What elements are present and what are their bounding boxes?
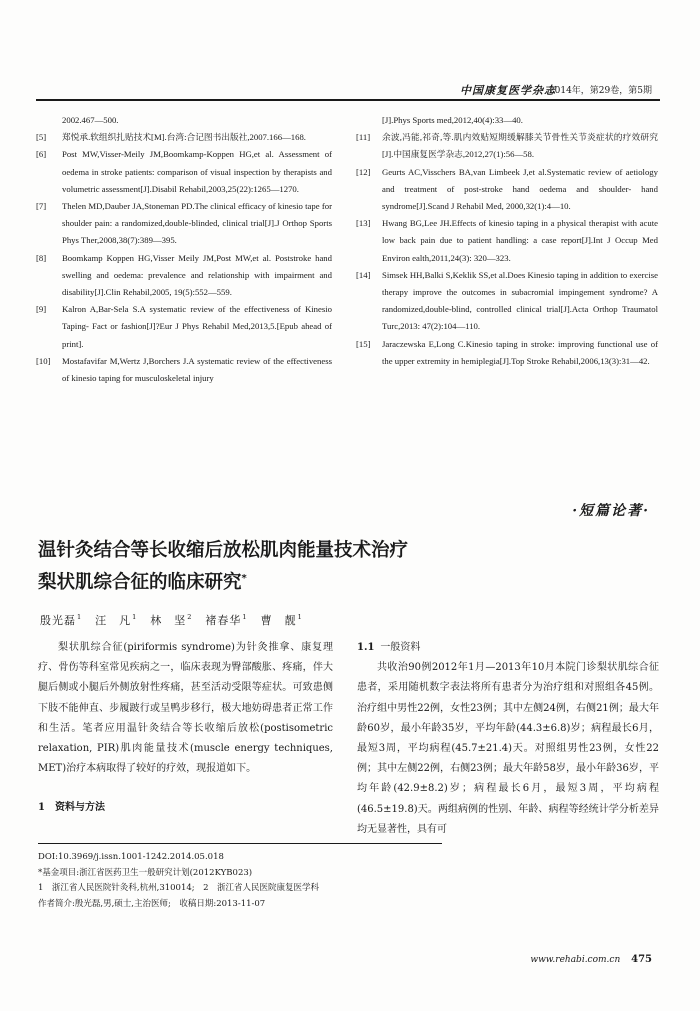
reference-number: [11] (356, 132, 371, 143)
author-affiliation: 1 (297, 613, 302, 622)
reference-item (356, 112, 658, 129)
footnote-rule (38, 843, 442, 844)
footnotes (38, 850, 458, 912)
reference-text: Post MW,Visser-Meily JM,Boomkamp-Koppen HG,et al. Assessment of oedema in stroke patients: comparison of visual inspection by therapists and volumetric assessment[J].Disabil Rehabil,2003,25(22):1265—1270. (62, 149, 332, 194)
reference-text: Jaraczewska E,Long C.Kinesio taping in stroke: improving functional use of the upper extremity in hemiplegia[J].Top Stroke Rehabil,2006,13(3):31—42. (382, 338, 658, 366)
reference-item (36, 250, 332, 302)
author-affiliation: 1 (132, 613, 137, 622)
intro-paragraph: 梨状肌综合征(piriformis syndrome)为针灸推拿、康复理疗、骨伤等科室常见疾病之一，临床表现为臀部酸胀、疼痛，伴大腿后侧或小腿后外侧放射性疼痛，甚至活动受限等症状。可致患侧下肢不能伸直、步履跛行或呈鸭步移行，极大地妨碍患者正常工作和生活。笔者应用温针灸结合等长收缩后放松(postisometric relaxation, PIR)肌肉能量技术(muscle energy techniques, MET)治疗本病取得了较好的疗效，现报道如下。 (38, 642, 333, 775)
reference-text: Simsek HH,Balki S,Keklik SS,et al.Does Kinesio taping in addition to exercise therapy improve the outcomes in subacromial impingement syndrome? A randomized,double-blind, controlled clinical trial[J].Acta Orthop Traumatol Turc,2013: 47(2):104—110. (382, 269, 658, 332)
reference-number: [7] (36, 201, 47, 212)
reference-item (356, 267, 658, 336)
reference-number: [6] (36, 149, 47, 160)
doi: DOI:10.3969/j.issn.1001-1242.2014.05.018 (38, 852, 224, 862)
affiliations: 1 浙江省人民医院针灸科,杭州,310014; 2 浙江省人民医院康复医学科 (38, 883, 320, 893)
author-affiliation: 1 (77, 613, 82, 622)
reference-text: Mostafavifar M,Wertz J,Borchers J.A systematic review of the effectiveness of kinesio taping for musculoskeletal injury (62, 355, 332, 384)
subsection-title: 一般资料 (380, 642, 421, 653)
author (205, 614, 246, 627)
references-right-column (356, 112, 658, 370)
issue-info: 2014年，第29卷，第5期 (548, 86, 652, 96)
reference-item (356, 164, 658, 216)
body-left-column (38, 638, 333, 779)
section-heading: 1 资料与方法 (38, 802, 105, 813)
reference-item (356, 215, 658, 267)
author-name: 曹 靓 (260, 614, 297, 627)
reference-item (36, 112, 332, 129)
article-title (38, 537, 498, 597)
reference-item (356, 129, 658, 163)
reference-text: Thelen MD,Dauber JA,Stoneman PD.The clinical efficacy of kinesio tape for shoulder pain: a randomized,double-blinded, clinical trial[J].J Orthop Sports Phys Ther,2008,38(7):389—395. (62, 201, 332, 246)
author (95, 614, 136, 627)
author-affiliation: 2 (187, 613, 192, 622)
reference-item (36, 198, 332, 250)
reference-item (36, 146, 332, 198)
reference-text: 余波,冯能,祁奇,等.肌内效贴短期缓解膝关节骨性关节炎症状的疗效研究[J].中国康复医学杂志,2012,27(1):56—58. (382, 132, 658, 160)
running-header (390, 82, 652, 98)
reference-number: [12] (356, 166, 371, 177)
title-footnote-mark: * (241, 573, 247, 584)
subsection-heading (357, 638, 659, 658)
reference-text: Kalron A,Bar-Sela S.A systematic review of the effectiveness of Kinesio Taping- Fact or fashion[J]?Eur J Phys Rehabil Med,2013,5.[Epub ahead of print]. (62, 304, 332, 349)
reference-number: [14] (356, 269, 371, 280)
subsection-number: 1.1 (357, 642, 375, 653)
page-footer (530, 954, 652, 965)
page-number: 475 (631, 954, 652, 965)
reference-number: [13] (356, 218, 371, 229)
reference-number: [5] (36, 132, 47, 143)
author (40, 614, 81, 627)
author-name: 褚春华 (205, 614, 242, 627)
author-info: 作者简介:殷光磊,男,硕士,主治医师; 收稿日期:2013-11-07 (38, 898, 266, 909)
body-right-column (357, 638, 659, 840)
reference-number: [10] (36, 355, 51, 366)
author (261, 614, 302, 627)
reference-text: Hwang BG,Lee JH.Effects of kinesio taping in a physical therapist with acute low back pain due to patient handling: a case report[J].Int J Occup Med Environ ealth,2011,24(3): 320—323. (382, 218, 658, 263)
author-name: 林 坚 (150, 614, 187, 627)
general-info-paragraph: 共收治90例2012年1月—2013年10月本院门诊梨状肌综合征患者，采用随机数字表法将所有患者分为治疗组和对照组各45例。治疗组中男性22例，女性23例；其中左侧24例，右侧21例；最大年龄60岁，最小年龄35岁，平均年龄(44.3±6.8)岁；病程最长6月，最短3周，平均病程(45.7±21.4)天。对照组男性23例，女性22例；其中左侧22例，右侧23例；最大年龄58岁，最小年龄36岁，平均年龄(42.9±8.2)岁；病程最长6月，最短3周，平均病程(46.5±19.8)天。两组病例的性别、年龄、病程等经统计学分析差异均无显著性，具有可 (357, 662, 659, 835)
reference-text: [J].Phys Sports med,2012,40(4):33—40. (382, 115, 523, 125)
fund-note: *基金项目:浙江省医药卫生一般研究计划(2012KYB023) (38, 867, 253, 878)
reference-item (36, 301, 332, 353)
website-url: www.rehabi.com.cn (530, 955, 621, 965)
reference-item (356, 336, 658, 370)
reference-number: [8] (36, 252, 47, 263)
title-line-2: 梨状肌综合征的临床研究 (38, 572, 242, 594)
header-rule (36, 99, 660, 101)
reference-text: Boomkamp Koppen HG,Visser Meily JM,Post MW,et al. Poststroke hand swelling and oedema: prevalence and relationship with impairment and disability[J].Clin Rehabil,2005, 19(5):552—559. (62, 252, 332, 298)
author-name: 殷光磊 (40, 614, 76, 627)
reference-number: [15] (356, 338, 371, 349)
author-name: 汪 凡 (95, 614, 132, 627)
reference-item (36, 353, 332, 387)
author-list (40, 612, 316, 628)
reference-item (36, 129, 332, 146)
author (150, 614, 191, 627)
reference-text: 郑悦承.软组织扎贴技术[M].台湾:合记图书出版社,2007.166—168. (62, 132, 306, 143)
title-line-1: 温针灸结合等长收缩后放松肌肉能量技术治疗 (38, 540, 409, 561)
reference-number: [9] (36, 304, 47, 315)
reference-text: 2002.467—500. (62, 115, 119, 125)
references-left-column (36, 112, 332, 387)
journal-name: 中国康复医学杂志 (460, 84, 556, 97)
section-label: ·短篇论著· (572, 503, 650, 519)
author-affiliation: 1 (242, 613, 247, 622)
reference-text: Geurts AC,Visschers BA,van Limbeek J,et al.Systematic review of aetiology and treatment of post-stroke hand oedema and shoulder- hand syndrome[J].Scand J Rehabil Med, 2000,32(1):4—10. (382, 166, 658, 212)
